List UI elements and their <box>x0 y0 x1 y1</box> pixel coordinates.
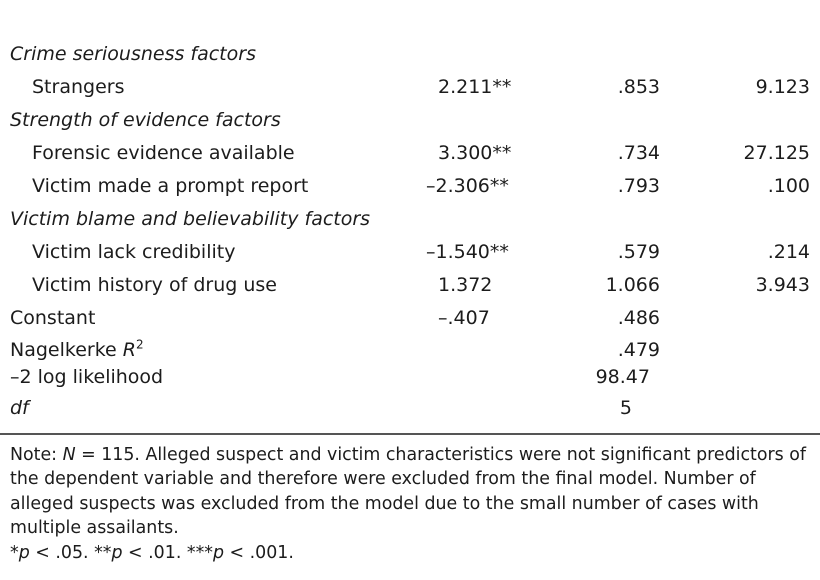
coefficient-b: 2.211** <box>438 76 512 98</box>
r-symbol: R <box>122 339 136 361</box>
section-header-label: Strength of evidence factors <box>10 109 281 131</box>
section-header-victim-blame <box>0 204 820 234</box>
odds-ratio: 9.123 <box>755 76 810 98</box>
note-n-symbol: N <box>62 445 76 465</box>
coefficient-b: –.407 <box>438 307 490 329</box>
sig-mark-1: * <box>10 542 19 563</box>
coefficient-b: 3.300** <box>438 142 512 164</box>
row-label: Strangers <box>32 76 125 98</box>
odds-ratio: 3.943 <box>755 274 810 296</box>
note-prefix: Note: <box>10 445 58 465</box>
sig-threshold-1: < .05. <box>29 542 95 563</box>
table-row-forensic-evidence <box>0 138 820 168</box>
row-label: df <box>10 397 29 419</box>
section-header-strength-of-evidence <box>0 105 820 135</box>
section-header-label: Victim blame and believability factors <box>10 208 371 230</box>
table-row-log-likelihood <box>0 362 820 392</box>
row-label: Victim lack credibility <box>32 241 236 263</box>
odds-ratio: .100 <box>767 175 810 197</box>
p-symbol: p <box>111 542 123 563</box>
table-row-nagelkerke <box>0 335 820 365</box>
p-symbol: p <box>212 542 225 563</box>
model-statistic: 5 <box>619 397 632 419</box>
row-label: Forensic evidence available <box>32 142 295 164</box>
table-row-constant <box>0 303 820 333</box>
table-note <box>10 443 815 565</box>
table-row-prompt-report <box>0 171 820 201</box>
coefficient-b: –1.540** <box>426 241 509 263</box>
table-bottom-rule <box>0 433 820 435</box>
note-paragraph <box>10 443 815 541</box>
row-label <box>10 335 144 365</box>
note-body: = 115. Alleged suspect and victim characteristics were not significant predictors of the dependent variable and therefore were excluded from the final model. Number of alleged suspects was excluded from the model due to the small number of cases with multiple assailants. <box>10 445 806 539</box>
row-label: –2 log likelihood <box>10 366 164 388</box>
nagelkerke-text: Nagelkerke <box>10 339 117 361</box>
standard-error: .853 <box>617 76 660 98</box>
table-row-strangers <box>0 72 820 102</box>
standard-error: .793 <box>617 175 660 197</box>
row-label: Constant <box>10 307 96 329</box>
p-symbol: p <box>18 542 30 563</box>
sig-threshold-2: < .01. <box>122 542 187 563</box>
section-header-label: Crime seriousness factors <box>10 43 256 65</box>
coefficient-b: 1.372 <box>438 274 493 296</box>
significance-legend <box>10 541 815 565</box>
standard-error: 1.066 <box>605 274 660 296</box>
row-label: Victim made a prompt report <box>32 175 309 197</box>
sig-mark-3: *** <box>186 542 213 563</box>
model-statistic: .479 <box>617 339 660 361</box>
odds-ratio: .214 <box>767 241 810 263</box>
standard-error: .579 <box>617 241 660 263</box>
model-statistic: 98.47 <box>595 366 650 388</box>
sig-mark-2: ** <box>94 542 112 563</box>
table-row-df <box>0 393 820 423</box>
standard-error: .734 <box>617 142 660 164</box>
standard-error: .486 <box>617 307 660 329</box>
table-row-lack-credibility <box>0 237 820 267</box>
row-label: Victim history of drug use <box>32 274 277 296</box>
sig-threshold-3: < .001. <box>224 542 294 563</box>
r-superscript: 2 <box>135 337 144 352</box>
odds-ratio: 27.125 <box>743 142 810 164</box>
coefficient-b: –2.306** <box>426 175 509 197</box>
table-row-drug-use <box>0 270 820 300</box>
section-header-crime-seriousness <box>0 39 820 69</box>
